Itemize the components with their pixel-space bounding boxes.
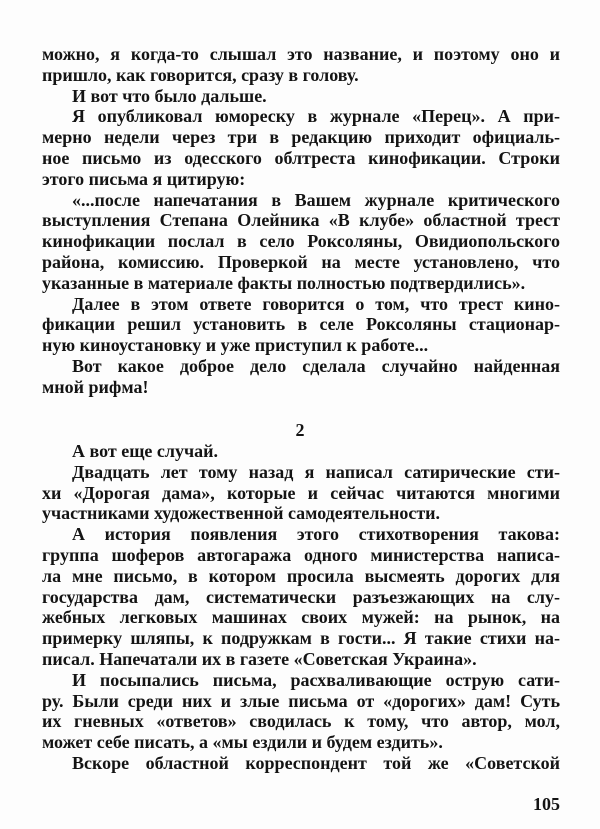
text-line: примерку шляпы, к подружкам в гости... Я такие стихи на- <box>42 628 560 649</box>
text-line: Вот какое доброе дело сделала случайно найденная <box>72 355 560 376</box>
text-line: пришло, как говорится, сразу в голову. <box>42 64 359 85</box>
text-line: участниками художественной самодеятельности. <box>42 503 441 524</box>
text-line: А вот еще случай. <box>72 441 218 461</box>
text-line: выступления Степана Олейника «В клубе» областной трест <box>42 210 560 231</box>
text-line: можно, я когда-то слышал это название, и поэтому оно и <box>42 44 560 64</box>
text-line: жебных легковых машинах своих мужей: на рынок, на <box>42 607 560 628</box>
text-line: ла мне письмо, в котором просила высмеять дорогих для <box>42 565 560 586</box>
text-line: А история появления этого стихотворения такова: <box>72 524 560 545</box>
section-number: 2 <box>295 420 305 440</box>
text-block-bottom <box>42 441 560 774</box>
text-line: этого письма я цитирую: <box>42 168 246 189</box>
text-line: ное письмо из одесского облтреста кинофикации. Строки <box>42 147 560 168</box>
text-line: Я опубликовал юмореску в журнале «Перец». А при- <box>72 106 560 127</box>
text-line: фикации решил установить в селе Роксоляны стационар- <box>42 314 560 335</box>
text-line: мерно недели через три в редакцию приходит официаль- <box>42 127 560 148</box>
text-line: «...после напечатания в Вашем журнале критического <box>72 189 560 210</box>
text-line: И вот что было дальше. <box>72 85 267 106</box>
text-line: ру. Были среди них и злые письма от «дорогих» дам! Суть <box>42 690 560 711</box>
text-line: группа шоферов автогаража одного министерства написа- <box>42 544 560 565</box>
text-line: Двадцать лет тому назад я написал сатирические сти- <box>72 461 560 482</box>
text-block-top <box>42 44 560 398</box>
text-line: кинофикации послал в село Роксоляны, Овидиопольского <box>42 231 560 252</box>
text-line: указанные в материале факты полностью подтвердились». <box>42 272 526 293</box>
text-line: хи «Дорогая дама», которые и сейчас читаются многими <box>42 482 560 503</box>
page-number: 105 <box>533 794 560 814</box>
text-line: ную киноустановку и уже приступил к работе... <box>42 335 429 356</box>
text-line: мной рифма! <box>42 376 149 397</box>
text-line: их гневных «ответов» сводилась к тому, что автор, мол, <box>42 711 560 732</box>
text-line: Вскоре областной корреспондент той же «Советской <box>72 752 560 773</box>
text-line: района, комиссию. Проверкой на месте установлено, что <box>42 251 560 272</box>
text-line: государства дам, систематически разъезжающих на слу- <box>42 586 560 607</box>
text-line: писал. Напечатали их в газете «Советская Украина». <box>42 648 477 669</box>
text-line: может себе писать, а «мы ездили и будем ездить». <box>42 732 443 753</box>
text-line: И посыпались письма, расхваливающие острую сати- <box>72 669 560 690</box>
text-line: Далее в этом ответе говорится о том, что трест кино- <box>72 293 560 314</box>
